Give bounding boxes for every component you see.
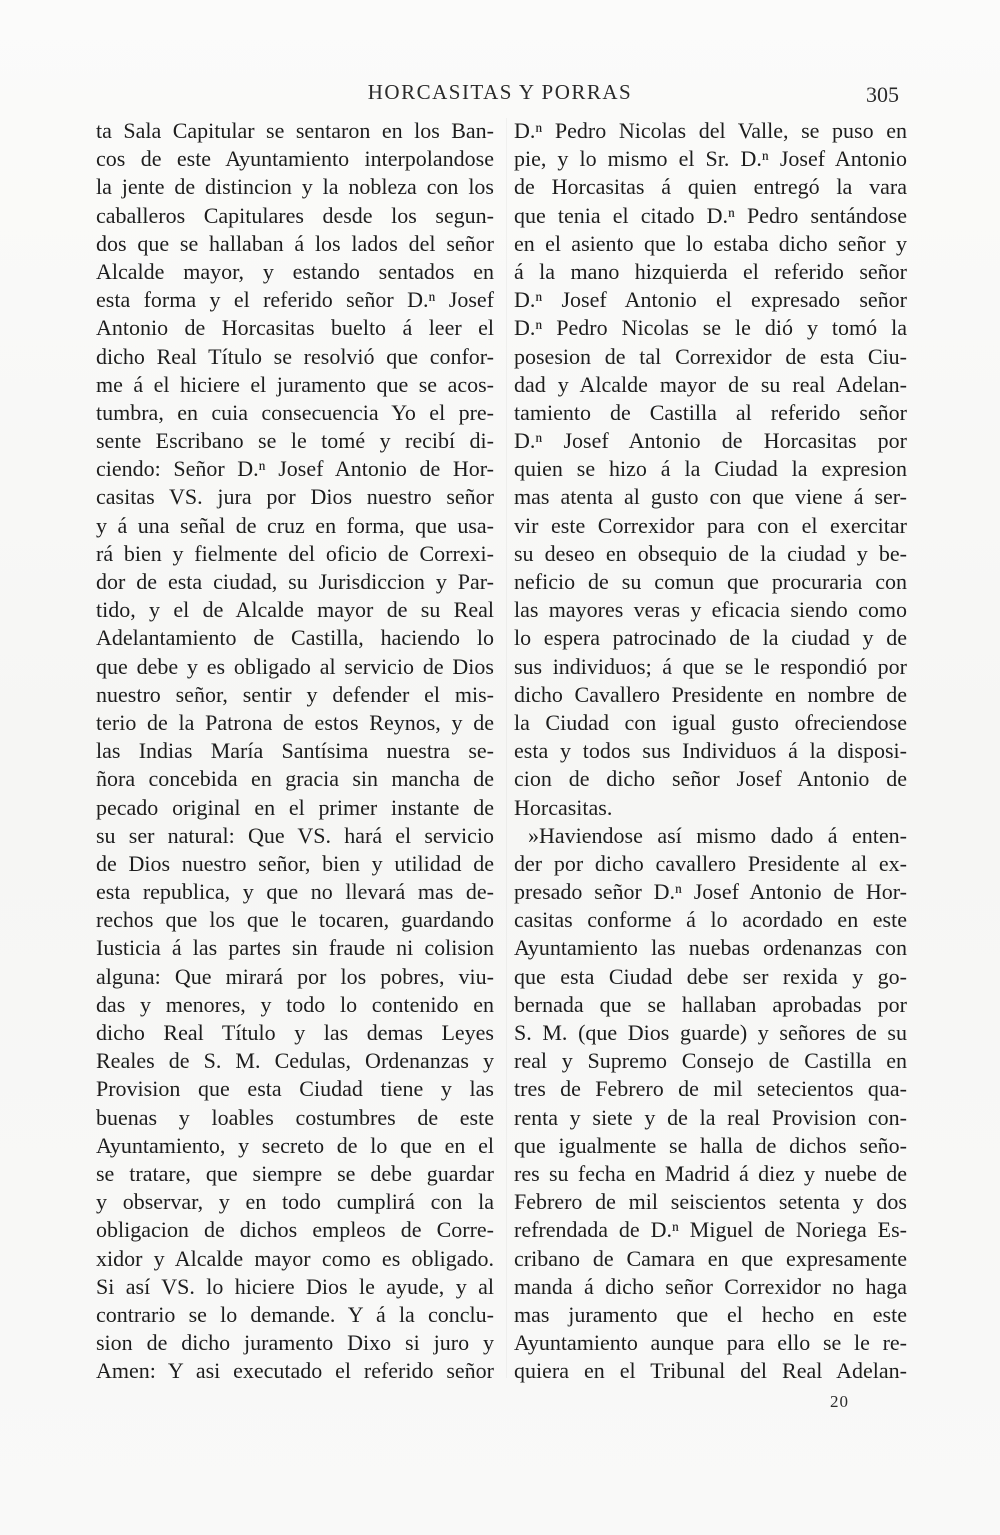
text-line: Iusticia á las partes sin fraude ni colision — [96, 935, 494, 961]
text-line: buenas y loables costumbres de este — [96, 1104, 494, 1130]
text-line: caballeros Capitulares desde los segun- — [96, 202, 494, 228]
text-line: la jente de distincion y la nobleza con los — [96, 174, 494, 200]
text-line: Si así VS. lo hiciere Dios le ayude, y al — [96, 1273, 494, 1299]
text-line: manda á dicho señor Correxidor no haga — [514, 1273, 907, 1299]
right-text-column — [514, 117, 907, 1385]
left-text-column — [96, 117, 494, 1385]
text-line: ñora concebida en gracia sin mancha de — [96, 766, 494, 792]
text-line: que igualmente se halla de dichos seño- — [514, 1132, 907, 1158]
text-line: alguna: Que mirará por los pobres, viu- — [96, 963, 494, 989]
text-line: que tenia el citado D.ⁿ Pedro sentándose — [514, 202, 907, 228]
running-title: HORCASITAS Y PORRAS — [367, 80, 633, 104]
text-line: las mayores veras y eficacia siendo como — [514, 597, 907, 623]
text-line: que esta Ciudad debe ser rexida y go- — [514, 963, 907, 989]
text-line: Amen: Y asi executado el referido señor — [96, 1358, 494, 1384]
text-line: tido, y el de Alcalde mayor de su Real — [96, 597, 494, 623]
text-line: D.ⁿ Josef Antonio de Horcasitas por — [514, 428, 907, 454]
text-line: der por dicho cavallero Presidente al ex- — [514, 850, 907, 876]
text-line: dos que se hallaban á los lados del señor — [96, 230, 494, 256]
text-line: tres de Febrero de mil setecientos qua- — [514, 1076, 907, 1102]
text-line: D.ⁿ Pedro Nicolas del Valle, se puso en — [514, 118, 907, 143]
text-line: tamiento de Castilla al referido señor — [514, 399, 907, 425]
text-line: pie, y lo mismo el Sr. D.ⁿ Josef Antonio — [514, 146, 907, 172]
text-line: que debe y es obligado al servicio de Dios — [96, 653, 494, 679]
text-line: posesion de tal Correxidor de esta Ciu- — [514, 343, 907, 369]
text-line: y á una señal de cruz en forma, que usa- — [96, 512, 494, 538]
text-line: rechos que los que le tocaren, guardando — [96, 907, 494, 933]
text-line: de Horcasitas á quien entregó la vara — [514, 174, 907, 200]
text-line: Provision que esta Ciudad tiene y las — [96, 1076, 494, 1102]
text-line: dicho Real Título y las demas Leyes — [96, 1020, 494, 1045]
text-line: sus individuos; á que se le respondió por — [514, 653, 907, 679]
text-line: casitas conforme á lo acordado en este — [514, 907, 907, 933]
text-line: y observar, y en todo cumplirá con la — [96, 1189, 494, 1215]
text-line: las Indias María Santísima nuestra se- — [96, 738, 494, 764]
text-line: pecado original en el primer instante de — [96, 794, 494, 820]
text-line: esta republica, y que no llevará mas de- — [96, 879, 494, 905]
text-line: renta y siete y de la real Provision con- — [514, 1104, 907, 1130]
text-line: casitas VS. jura por Dios nuestro señor — [96, 484, 494, 510]
text-line: D.ⁿ Pedro Nicolas se le dió y tomó la — [514, 315, 907, 341]
text-line: vir este Correxidor para con el exercitar — [514, 512, 907, 538]
text-line: tumbra, en cuia consecuencia Yo el pre- — [96, 399, 494, 425]
text-line: neficio de su comun que procuraria con — [514, 569, 907, 594]
text-line: cos de este Ayuntamiento interpolandose — [96, 146, 494, 172]
text-line: cribano de Camara en que expresamente — [514, 1245, 907, 1271]
text-line: real y Supremo Consejo de Castilla en — [514, 1048, 907, 1074]
text-line: nuestro señor, sentir y defender el mis- — [96, 681, 494, 707]
text-line: su ser natural: Que VS. hará el servicio — [96, 822, 494, 848]
page-number: 305 — [866, 82, 899, 107]
text-line: Ayuntamiento, y secreto de lo que en el — [96, 1132, 494, 1158]
text-line: su deseo en obsequio de la ciudad y be- — [514, 540, 907, 566]
text-line: ciendo: Señor D.ⁿ Josef Antonio de Hor- — [96, 456, 494, 482]
text-line: dor de esta ciudad, su Jurisdiccion y Par- — [96, 569, 494, 594]
text-line: mas atenta al gusto con que viene á ser- — [514, 484, 907, 510]
text-line: sente Escribano se le tomé y recibí di- — [96, 428, 494, 454]
text-line: obligacion de dichos empleos de Corre- — [96, 1217, 494, 1243]
text-line: Febrero de mil seiscientos setenta y dos — [514, 1189, 907, 1215]
text-line: refrendada de D.ⁿ Miguel de Noriega Es- — [514, 1217, 907, 1243]
column-gutter — [506, 118, 507, 1378]
text-line: das y menores, y todo lo contenido en — [96, 991, 494, 1017]
text-line: Adelantamiento de Castilla, haciendo lo — [96, 625, 494, 651]
text-line: de Dios nuestro señor, bien y utilidad de — [96, 850, 494, 876]
text-line: Horcasitas. — [514, 794, 613, 820]
text-line: ta Sala Capitular se sentaron en los Ban- — [96, 118, 494, 143]
text-line: dad y Alcalde mayor de su real Adelan- — [514, 371, 907, 397]
text-line: contrario se lo demande. Y á la conclu- — [96, 1301, 494, 1327]
text-line: »Haviendose así mismo dado á enten- — [528, 822, 907, 848]
text-line: Alcalde mayor, y estando sentados en — [96, 258, 494, 284]
text-line: Ayuntamiento aunque para ello se le re- — [514, 1330, 907, 1356]
text-line: bernada que se hallaban aprobadas por — [514, 991, 907, 1017]
text-line: se tratare, que siempre se debe guardar — [96, 1160, 494, 1186]
text-line: esta y todos sus Individuos á la disposi- — [514, 738, 907, 764]
text-line: terio de la Patrona de estos Reynos, y de — [96, 709, 494, 735]
text-line: Reales de S. M. Cedulas, Ordenanzas y — [96, 1048, 494, 1074]
text-line: me á el hiciere el juramento que se acos- — [96, 371, 494, 397]
text-line: dicho Real Título se resolvió que confor- — [96, 343, 494, 369]
text-line: lo espera patrocinado de la ciudad y de — [514, 625, 907, 651]
text-line: quiera en el Tribunal del Real Adelan- — [514, 1358, 907, 1384]
text-line: res su fecha en Madrid á diez y nuebe de — [514, 1160, 907, 1186]
text-line: xidor y Alcalde mayor como es obligado. — [96, 1245, 494, 1271]
text-line: rá bien y fielmente del oficio de Correxi- — [96, 540, 494, 566]
text-line: esta forma y el referido señor D.ⁿ Josef — [96, 287, 494, 313]
text-line: en el asiento que lo estaba dicho señor y — [514, 230, 907, 256]
text-line: Ayuntamiento las nuebas ordenanzas con — [514, 935, 907, 961]
text-line: sion de dicho juramento Dixo si juro y — [96, 1330, 494, 1356]
text-line: la Ciudad con igual gusto ofreciendose — [514, 709, 907, 735]
text-line: S. M. (que Dios guarde) y señores de su — [514, 1020, 907, 1045]
text-line: quien se hizo á la Ciudad la expresion — [514, 456, 907, 482]
text-line: Antonio de Horcasitas buelto á leer el — [96, 315, 494, 341]
signature-mark: 20 — [830, 1392, 849, 1411]
text-line: á la mano hizquierda el referido señor — [514, 258, 907, 284]
text-line: cion de dicho señor Josef Antonio de — [514, 766, 907, 792]
text-line: presado señor D.ⁿ Josef Antonio de Hor- — [514, 879, 907, 905]
text-line: mas juramento que el hecho en este — [514, 1301, 907, 1327]
text-line: D.ⁿ Josef Antonio el expresado señor — [514, 287, 907, 313]
text-line: dicho Cavallero Presidente en nombre de — [514, 681, 907, 707]
